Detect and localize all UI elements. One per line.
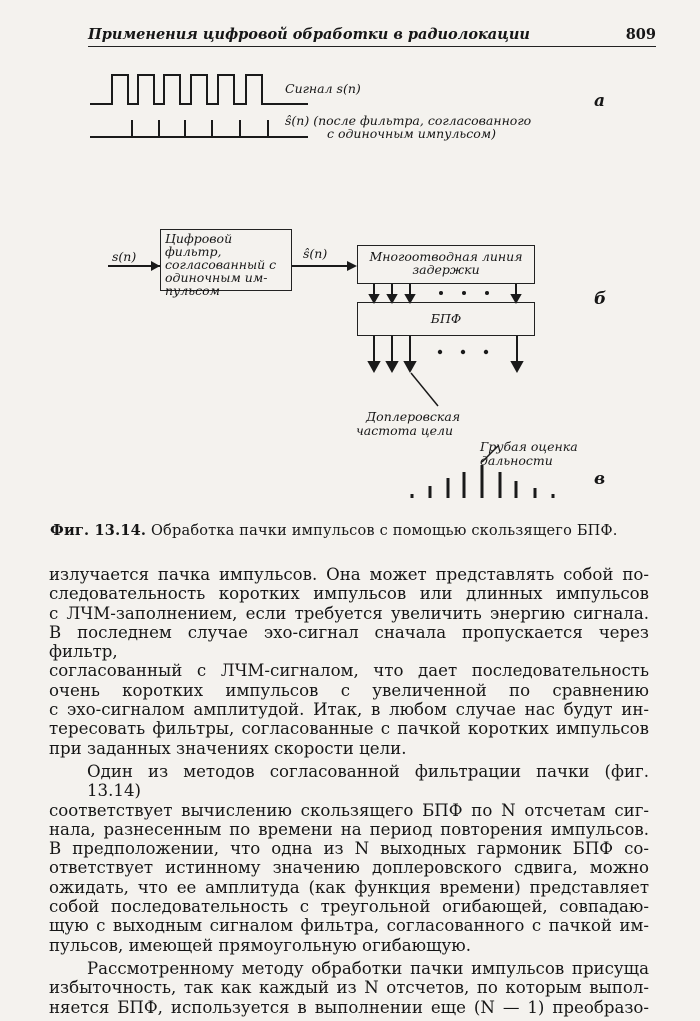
text-line: В предположении, что одна из N выходных гармоник БПФ со- xyxy=(49,839,649,859)
filtered-label-line1: ŝ(n) (после фильтра, согласованного xyxy=(285,113,532,128)
input-signal-label: s(n) xyxy=(112,249,137,264)
paragraph-2 xyxy=(49,762,649,955)
fft-output-dots xyxy=(438,350,488,354)
paragraph-1 xyxy=(49,565,649,758)
pulse-train-signal xyxy=(90,75,308,104)
delay-line-line2: задержки xyxy=(412,262,480,277)
marker-c: в xyxy=(594,469,606,489)
fft-label: БПФ xyxy=(430,311,462,326)
filtered-signal-label: ŝ(n) xyxy=(303,246,328,261)
body-text xyxy=(49,565,649,1021)
text-line: ответствует истинному значению доплеровского сдвига, можно xyxy=(49,858,649,878)
text-line: Рассмотренному методу обработки пачки импульсов присуща xyxy=(87,958,649,978)
delay-line-line1: Многоотводная линия xyxy=(369,249,523,264)
text-line: избыточность, так как каждый из N отсчетов, по которым выпол- xyxy=(49,978,649,998)
text-line: следовательность коротких импульсов или длинных импульсов xyxy=(49,584,649,604)
range-label-line2: дальности xyxy=(480,453,553,468)
header-title: Применения цифровой обработки в радиолокации xyxy=(88,26,530,43)
filter-box-line1: Цифровой фильтр, xyxy=(165,231,233,259)
fft-box xyxy=(357,302,535,336)
input-arrowhead xyxy=(151,261,160,271)
text-line: с ЛЧМ-заполнением, если требуется увеличить энергию сигнала. xyxy=(49,603,649,623)
delay-line-box xyxy=(357,245,535,284)
caption-text: Обработка пачки импульсов с помощью скользящего БПФ. xyxy=(150,523,618,539)
text-line: ожидать, что ее амплитуда (как функция времени) представляет xyxy=(49,877,649,897)
text-line: тересовать фильтры, согласованные с пачкой коротких импульсов xyxy=(49,719,649,739)
tap-arrows xyxy=(370,283,520,302)
paragraph-3 xyxy=(49,959,649,1017)
filter-box-line2: согласованный с xyxy=(165,257,277,272)
text-line: с эхо-сигналом амплитудой. Итак, в любом случае нас будут ин- xyxy=(49,700,649,720)
text-line: очень коротких импульсов с увеличенной по сравнению xyxy=(49,680,649,700)
filtered-label-line2: с одиночным импульсом) xyxy=(327,126,497,141)
caption-number: Фиг. 13.14. xyxy=(50,522,147,539)
text-line: пульсов, имеющей прямоугольную огибающую. xyxy=(49,935,471,955)
text-line: при заданных значениях скорости цели. xyxy=(49,738,407,758)
text-line: нала, разнесенным по времени на период повторения импульсов. xyxy=(49,819,649,839)
text-line: В последнем случае эхо-сигнал сначала пропускается через фильтр, xyxy=(49,622,649,662)
output-sequence xyxy=(412,465,553,498)
filter-box-line3: одиночным им- xyxy=(165,270,268,285)
fft-output-arrows xyxy=(369,336,522,371)
marker-a: а xyxy=(594,91,606,111)
text-line: щую с выходным сигналом фильтра, согласованного с пачкой им- xyxy=(49,916,649,936)
tap-dots xyxy=(439,291,489,295)
range-label-line1: Грубая оценка xyxy=(480,439,578,454)
doppler-pointer xyxy=(411,373,438,406)
text-line: собой последовательность с треугольной огибающей, совпадаю- xyxy=(49,897,649,917)
filter-box-line4: пульсом xyxy=(165,283,220,298)
text-line: согласованный с ЛЧМ-сигналом, что дает последовательность xyxy=(49,661,649,681)
page-number: 809 xyxy=(625,26,656,43)
text-line: Один из методов согласованной фильтрации пачки (фиг. 13.14) xyxy=(87,761,649,801)
text-line: няется БПФ, используется в выполнении еще (N — 1) преобразо- xyxy=(49,997,649,1017)
filter-output-arrowhead xyxy=(347,261,357,271)
marker-b: б xyxy=(594,289,607,309)
filtered-pulse-train xyxy=(90,120,308,137)
text-line: соответствует вычислению скользящего БПФ по N отсчетам сиг- xyxy=(49,800,649,820)
figure-caption xyxy=(50,522,660,539)
doppler-label-line2: частота цели xyxy=(356,423,454,438)
matched-filter-box xyxy=(160,229,292,298)
text-line: излучается пачка импульсов. Она может представлять собой по- xyxy=(49,565,649,584)
signal-label: Сигнал s(n) xyxy=(285,81,361,96)
doppler-label-line1: Доплеровская xyxy=(366,409,461,424)
